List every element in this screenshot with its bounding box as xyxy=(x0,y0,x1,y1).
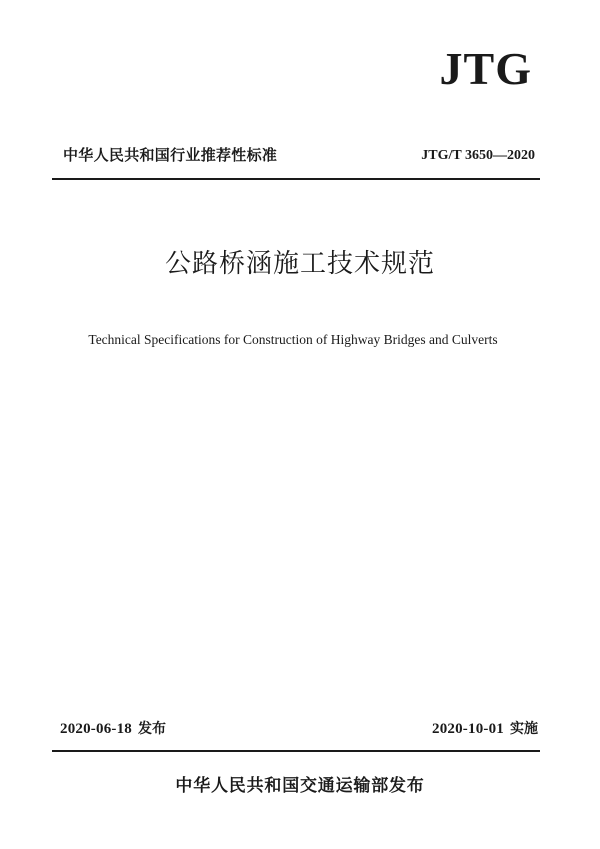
document-title-chinese: 公路桥涵施工技术规范 xyxy=(164,249,435,279)
jtg-logo: JTG xyxy=(439,43,532,94)
effective-date: 2020-10-01 xyxy=(432,721,504,737)
document-title-english: Technical Specifications for Construction of Highway Bridges and Culverts xyxy=(88,332,498,347)
header-divider xyxy=(52,178,540,180)
effective-date-label: 实施 xyxy=(510,721,538,737)
standard-code: JTG/T 3650—2020 xyxy=(421,148,535,163)
publisher-line: 中华人民共和国交通运输部发布 xyxy=(175,776,425,796)
standard-category: 中华人民共和国行业推荐性标准 xyxy=(63,146,278,164)
footer-divider xyxy=(52,750,540,752)
issue-date: 2020-06-18 xyxy=(60,721,132,737)
effective-date-block xyxy=(432,719,538,739)
issue-date-block xyxy=(60,719,166,739)
issue-date-label: 发布 xyxy=(138,721,166,737)
